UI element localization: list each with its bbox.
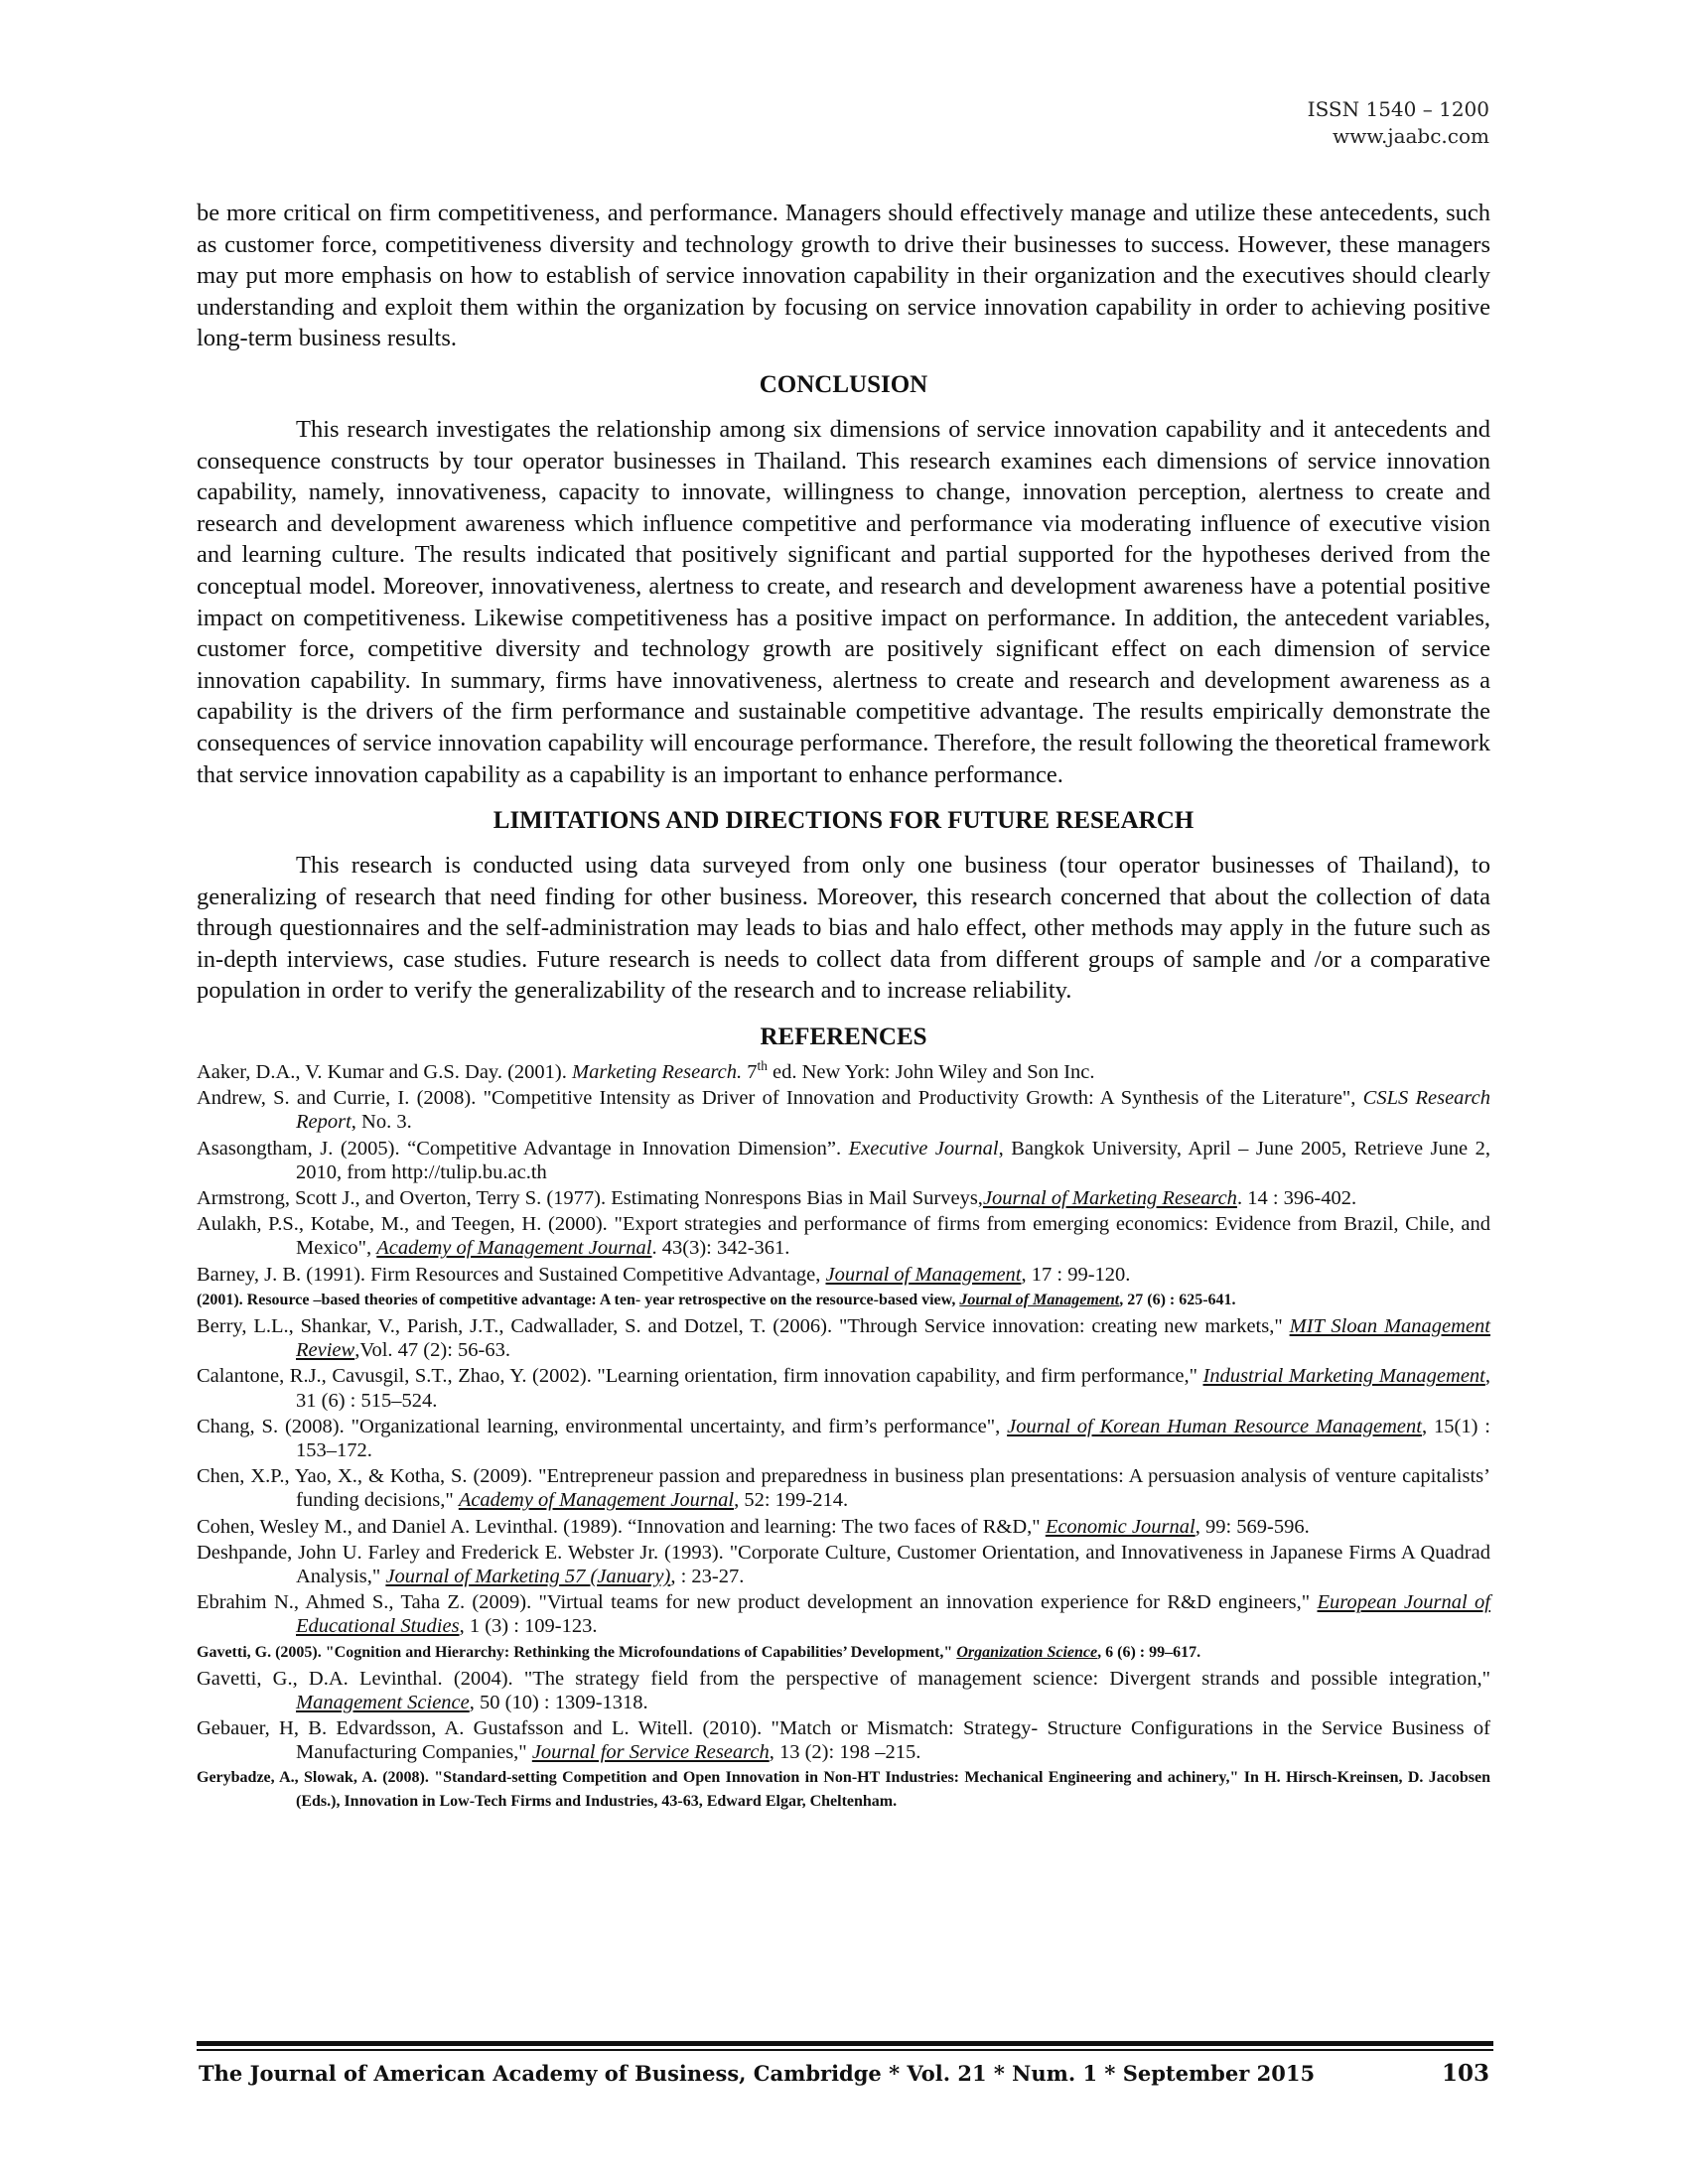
references-heading: REFERENCES xyxy=(760,1024,927,1051)
reference-journal-name: Journal of Marketing 57 (January) xyxy=(385,1565,671,1587)
footer-rule-thick xyxy=(197,2041,1493,2046)
reference-text: Chang, S. (2008). "Organizational learning, environmental uncertainty, and firm’s performance", xyxy=(197,1415,1008,1437)
reference-list xyxy=(197,1060,1490,1814)
reference-journal-name: Journal of Management xyxy=(825,1263,1022,1286)
reference-text: , Bangkok University, April – June 2005, Retrieve June 2, 2010, from http://tulip.bu.ac.th xyxy=(296,1137,1490,1183)
reference-item xyxy=(197,1415,1490,1462)
reference-text: Ebrahim N., Ahmed S., Taha Z. (2009). "Virtual teams for new product development an innovation experience for R&D engineers," xyxy=(197,1591,1318,1614)
footer-journal-info: The Journal of American Academy of Business, Cambridge * Vol. 21 * Num. 1 * September 2015 xyxy=(199,2061,1316,2086)
reference-text: 7 xyxy=(742,1061,758,1084)
reference-text: , 99: 569-596. xyxy=(1195,1515,1310,1538)
reference-title: CSLS Research Report xyxy=(296,1087,1490,1134)
reference-text: , 13 (2): 198 –215. xyxy=(769,1741,921,1764)
reference-journal-name: Economic Journal xyxy=(1045,1515,1196,1538)
reference-text: , 31 (6) : 515–524. xyxy=(296,1365,1490,1412)
reference-journal-name: MIT Sloan Management Review xyxy=(296,1314,1490,1362)
reference-text: , 6 (6) : 99–617. xyxy=(1097,1643,1201,1661)
reference-text: Armstrong, Scott J., and Overton, Terry S. (1977). Estimating Nonrespons Bias in Mail Surveys, xyxy=(197,1187,983,1210)
issn-label: ISSN 1540 – 1200 xyxy=(1307,97,1489,121)
reference-text: Andrew, S. and Currie, I. (2008). "Competitive Intensity as Driver of Innovation and Productivity Growth: A Synthesis of the Literature", xyxy=(197,1087,1363,1110)
reference-journal-name: Academy of Management Journal xyxy=(376,1237,652,1260)
reference-journal-name: Journal of Korean Human Resource Management xyxy=(1007,1415,1422,1437)
reference-text: Berry, L.L., Shankar, V., Parish, J.T., Cadwallader, S. and Dotzel, T. (2006). "Through Service innovation: creating new markets," xyxy=(197,1314,1290,1337)
reference-item xyxy=(197,1263,1490,1287)
reference-journal-name: Industrial Marketing Management xyxy=(1202,1365,1485,1388)
page-number: 103 xyxy=(1441,2060,1489,2087)
reference-item xyxy=(197,1364,1490,1412)
reference-journal-name: Journal for Service Research xyxy=(531,1741,770,1764)
reference-text: Chen, X.P., Yao, X., & Kotha, S. (2009). "Entrepreneur passion and preparedness in business plan presentations: A persuasion analysis of venture capitalists’ funding decisions," xyxy=(197,1465,1490,1512)
reference-text: , 27 (6) : 625-641. xyxy=(1119,1291,1236,1308)
reference-text: , No. 3. xyxy=(351,1111,412,1134)
conclusion-heading: CONCLUSION xyxy=(759,370,928,398)
reference-text: Asasongtham, J. (2005). “Competitive Advantage in Innovation Dimension”. xyxy=(197,1137,849,1160)
reference-journal-name: Journal of Marketing Research xyxy=(982,1187,1237,1210)
reference-item xyxy=(197,1766,1490,1814)
reference-text: , : 23-27. xyxy=(670,1565,745,1587)
reference-text: Gebauer, H, B. Edvardsson, A. Gustafsson and L. Witell. (2010). "Match or Mismatch: Strategy- Structure Configurations in the Service Business of Manufacturing Companies," xyxy=(197,1716,1490,1764)
reference-item xyxy=(197,1541,1490,1588)
reference-text: , 15(1) : 153–172. xyxy=(296,1415,1490,1461)
conclusion-paragraph: This research investigates the relationship among six dimensions of service innovation capability and it antecedents and consequence constructs by tour operator businesses in Thailand. This research examines each dimensions of service innovation capability, namely, innovativeness, capacity to innovate, willingness to change, innovation perception, alertness to create and research and development awareness which influence competitive and performance via moderating influence of executive vision and learning culture. The results indicated that positively significant and partial supported for the hypotheses derived from the conceptual model. Moreover, innovativeness, alertness to create, and research and development awareness have a potential positive impact on competitiveness. Likewise competitiveness has a positive impact on performance. In addition, the antecedent variables, customer force, competitive diversity and technology growth are positively significant effect on each dimension of service innovation capability. In summary, firms have innovativeness, alertness to create and research and development awareness as a capability is the drivers of the firm performance and sustainable competitive advantage. The results empirically demonstrate the consequences of service innovation capability will encourage performance. Therefore, the result following the theoretical framework that service innovation capability as a capability is an important to enhance performance. xyxy=(197,415,1490,788)
reference-item xyxy=(197,1137,1490,1184)
reference-text: . 14 : 396-402. xyxy=(1236,1187,1357,1210)
reference-journal-name: Management Science xyxy=(296,1691,470,1713)
website-label: www.jaabc.com xyxy=(1333,124,1489,148)
reference-text: (2001). Resource –based theories of competitive advantage: A ten- year retrospective on the resource-based view, xyxy=(197,1291,960,1308)
reference-journal-name: Organization Science xyxy=(956,1643,1098,1661)
reference-text: Aulakh, P.S., Kotabe, M., and Teegen, H. (2000). "Export strategies and performance of firms from emerging economics: Evidence from Brazil, Chile, and Mexico", xyxy=(197,1213,1490,1260)
reference-item xyxy=(197,1667,1490,1714)
reference-item xyxy=(197,1289,1490,1312)
reference-item xyxy=(197,1590,1490,1638)
limitations-paragraph: This research is conducted using data surveyed from only one business (tour operator businesses of Thailand), to generalizing of research that need finding for other business. Moreover, this research concerned that about the collection of data through questionnaires and the self-administration may leads to bias and halo effect, other methods may apply in the future such as in-depth interviews, case studies. Future research is needs to collect data from different groups of sample and /or a comparative population in order to verify the generalizability of the research and to increase reliability. xyxy=(197,852,1490,1005)
reference-title: Marketing Research. xyxy=(572,1061,743,1084)
reference-text: Barney, J. B. (1991). Firm Resources and Sustained Competitive Advantage, xyxy=(197,1263,826,1286)
reference-text: Deshpande, John U. Farley and Frederick E. Webster Jr. (1993). "Corporate Culture, Customer Orientation, and Innovativeness in Japanese Firms A Quadrad Analysis," xyxy=(197,1541,1490,1587)
reference-journal-name: European Journal of Educational Studies xyxy=(296,1591,1491,1638)
reference-text: . 43(3): 342-361. xyxy=(651,1237,790,1260)
reference-item xyxy=(197,1641,1490,1665)
reference-text: , 17 : 99-120. xyxy=(1021,1263,1131,1286)
reference-item xyxy=(197,1716,1490,1764)
reference-text: ed. New York: John Wiley and Son Inc. xyxy=(767,1061,1095,1084)
limitations-heading: LIMITATIONS AND DIRECTIONS FOR FUTURE RESEARCH xyxy=(492,807,1195,835)
reference-journal-name: Academy of Management Journal xyxy=(458,1489,735,1512)
reference-journal-name: Journal of Management xyxy=(959,1291,1120,1308)
reference-title: Executive Journal xyxy=(848,1137,999,1160)
footer-rule-thin xyxy=(197,2049,1493,2051)
reference-text: , 50 (10) : 1309-1318. xyxy=(469,1691,648,1713)
reference-item xyxy=(197,1060,1490,1084)
reference-text: th xyxy=(757,1058,768,1074)
reference-item xyxy=(197,1464,1490,1512)
main-body xyxy=(197,198,1490,1816)
intro-paragraph: be more critical on firm competitiveness, and performance. Managers should effectively manage and utilize these antecedents, such as customer force, competitiveness diversity and technology growth to drive their businesses to success. However, these managers may put more emphasis on how to establish of service innovation capability in their organization and the executives should clearly understanding and exploit them within the organization by focusing on service innovation capability in order to achieving positive long-term business results. xyxy=(197,200,1490,352)
reference-text: , 52: 199-214. xyxy=(734,1489,849,1512)
reference-item xyxy=(197,1515,1490,1539)
reference-text: Cohen, Wesley M., and Daniel A. Levinthal. (1989). “Innovation and learning: The two faces of R&D," xyxy=(197,1515,1046,1538)
reference-text: Gerybadze, A., Slowak, A. (2008). "Standard-setting Competition and Open Innovation in Non-HT Industries: Mechanical Engineering and achinery," In H. Hirsch-Kreinsen, D. Jacobsen (Eds.), Innovation in Low-Tech Firms and Industries, 43-63, Edward Elgar, Cheltenham. xyxy=(197,1769,1490,1811)
page-header xyxy=(1308,96,1489,150)
reference-item xyxy=(197,1212,1490,1260)
reference-text: Calantone, R.J., Cavusgil, S.T., Zhao, Y. (2002). "Learning orientation, firm innovation capability, and firm performance," xyxy=(197,1365,1203,1388)
reference-text: , 1 (3) : 109-123. xyxy=(459,1615,598,1638)
reference-text: Gavetti, G., D.A. Levinthal. (2004). "The strategy field from the perspective of management science: Divergent strands and possible integration," xyxy=(197,1667,1490,1690)
reference-text: ,Vol. 47 (2): 56-63. xyxy=(354,1339,510,1362)
reference-item xyxy=(197,1186,1490,1210)
reference-item xyxy=(197,1314,1490,1362)
reference-text: Aaker, D.A., V. Kumar and G.S. Day. (2001). xyxy=(197,1061,572,1084)
reference-text: Gavetti, G. (2005). "Cognition and Hierarchy: Rethinking the Microfoundations of Capabilities’ Development," xyxy=(197,1643,957,1661)
reference-item xyxy=(197,1086,1490,1134)
